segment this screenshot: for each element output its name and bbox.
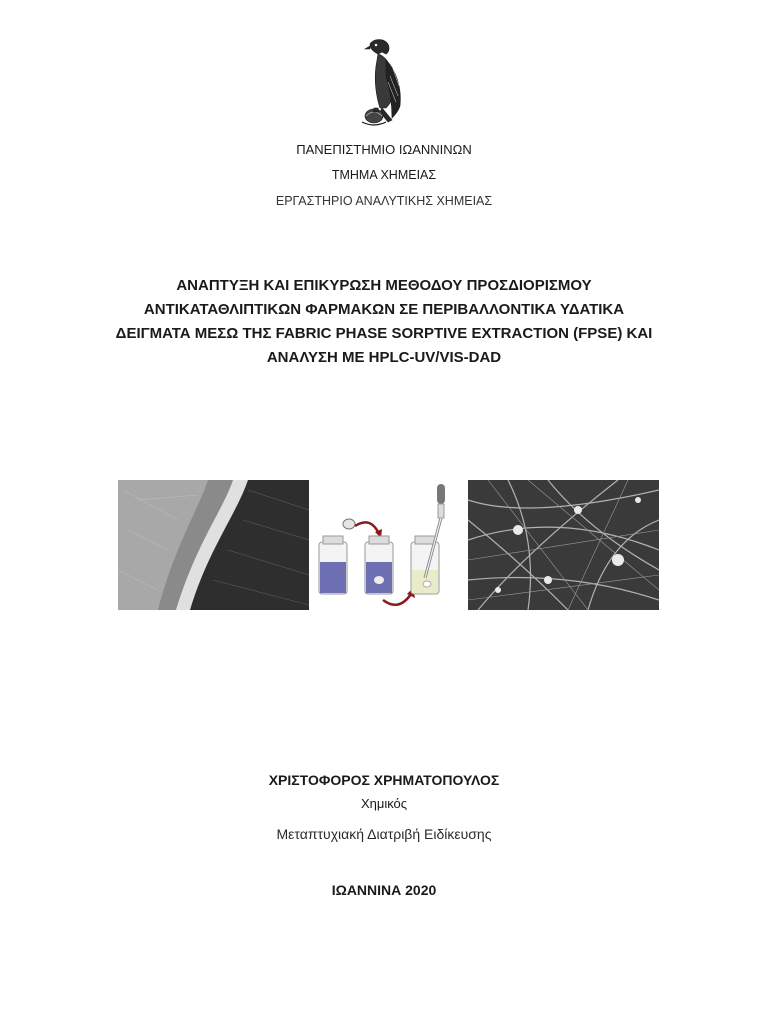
thesis-type: Μεταπτυχιακή Διατριβή Ειδίκευσης <box>276 826 492 842</box>
university-name: ΠΑΝΕΠΙΣΤΗΜΙΟ ΙΩΑΝΝΙΝΩΝ <box>296 142 472 157</box>
thesis-title-line: ΑΝΑΠΤΥΞΗ ΚΑΙ ΕΠΙΚΥΡΩΣΗ ΜΕΘΟΔΟΥ ΠΡΟΣΔΙΟΡΙΣΜΟΥ <box>176 277 592 294</box>
fpse-extraction-scheme-icon <box>313 480 463 610</box>
sem-micrograph-fabric-edge-image <box>118 480 309 610</box>
thesis-title <box>100 274 668 370</box>
thesis-title-line: ΑΝΤΙΚΑΤΑΘΛΙΠΤΙΚΩΝ ΦΑΡΜΑΚΩΝ ΣΕ ΠΕΡΙΒΑΛΛΟΝΤΙΚΑ ΥΔΑΤΙΚΑ <box>143 301 625 318</box>
author-role: Χημικός <box>360 796 408 811</box>
place-year: ΙΩΑΝΝΙΝΑ 2020 <box>331 882 437 898</box>
author-name: ΧΡΙΣΤΟΦΟΡΟΣ ΧΡΗΜΑΤΟΠΟΥΛΟΣ <box>268 772 500 788</box>
sem-micrograph-fibers-image <box>468 480 659 610</box>
owl-emblem-icon <box>352 36 412 132</box>
laboratory-name: ΕΡΓΑΣΤΗΡΙΟ ΑΝΑΛΥΤΙΚΗΣ ΧΗΜΕΙΑΣ <box>275 194 493 208</box>
figure-strip <box>118 480 659 610</box>
thesis-title-line: ΔΕΙΓΜΑΤΑ ΜΕΣΩ ΤΗΣ FABRIC PHASE SORPTIVE EXTRACTION (FPSE) ΚΑΙ <box>115 325 653 342</box>
thesis-title-line: ΑΝΑΛΥΣΗ ΜΕ HPLC-UV/VIS-DAD <box>266 349 502 366</box>
department-name: ΤΜΗΜΑ ΧΗΜΕΙΑΣ <box>331 168 437 182</box>
